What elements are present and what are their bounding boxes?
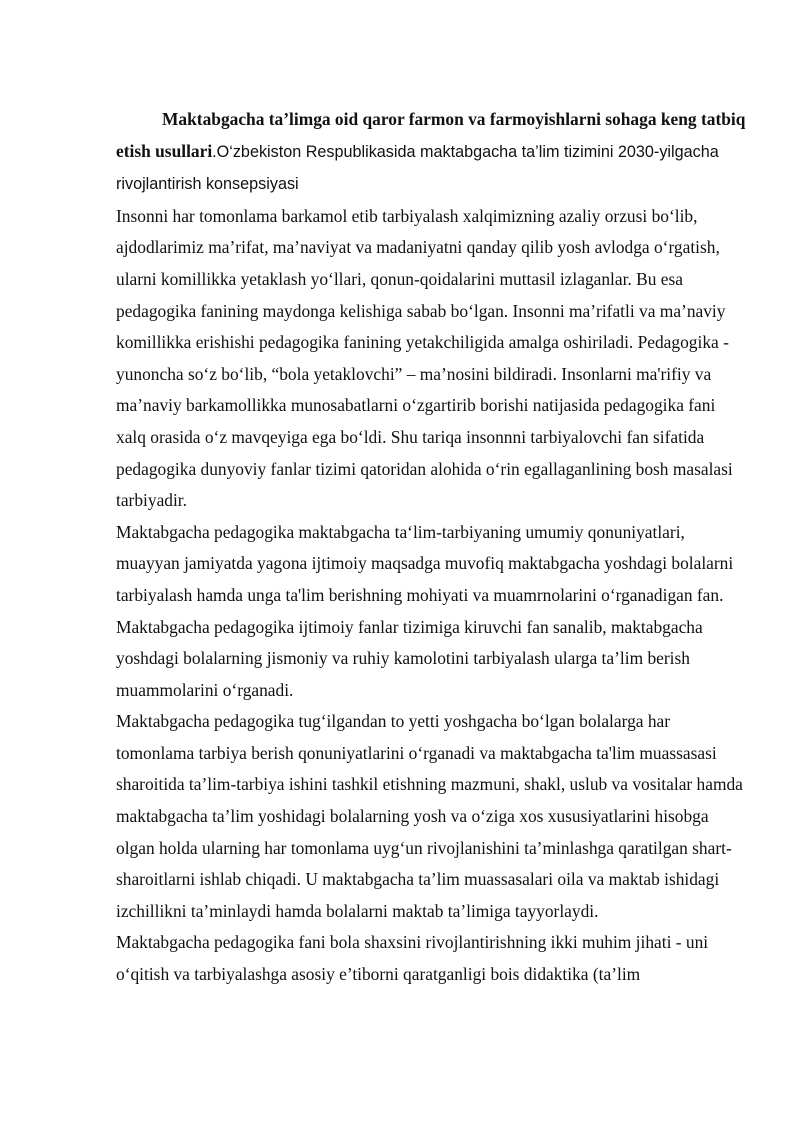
paragraph-1: Insonni har tomonlama barkamol etib tarbiyalash xalqimizning azaliy orzusi bo‘lib, ajdodlarimiz ma’rifat, ma’naviyat va madaniyatni qanday qilib yosh avlodga o‘rgatish, ularni komillikka yetaklash yo‘llari, qonun-qoidalarini muttasil izlaganlar. Bu esa pedagogika fanining maydonga kelishiga sabab bo‘lgan. Insonni ma’rifatli va ma’naviy komillikka erishishi pedagogika fanining yetakchiligida amalga oshiriladi. Pedagogika - yunoncha so‘z bo‘lib, “bola yetaklovchi” – ma’nosini bildiradi. Insonlarni ma'rifiy va ma’naviy barkamollikka munosabatlarni o‘zgartirib borishi natijasida pedagogika fani xalq orasida o‘z mavqeyiga ega bo‘ldi. Shu tariqa insonnni tarbiyalovchi fan sifatida pedagogika dunyoviy fanlar tizimi qatoridan alohida o‘rin egallaganlining bosh masalasi tarbiyadir. xyxy=(116,205,733,511)
paragraph-3: Maktabgacha pedagogika tug‘ilgandan to yetti yoshgacha bo‘lgan bolalarga har tomonlama tarbiya berish qonuniyatlarini o‘rganadi va maktabgacha ta'lim muassasasi sharoitida ta’lim-tarbiya ishini tashkil etishning mazmuni, shakl, uslub va vositalar hamda maktabgacha ta’lim yoshidagi bolalarning yosh va o‘ziga xos xususiyatlarini hisobga olgan holda ularning har tomonlama uyg‘un rivojlanishini ta’minlashga qaratilgan shart-sharoitlarni ishlab chiqadi. U maktabgacha ta’lim muassasalari oila va maktab ishidagi izchillikni ta’minlaydi hamda bolalarni maktab ta’limiga tayyorlaydi. xyxy=(116,711,743,921)
paragraph-2: Maktabgacha pedagogika maktabgacha ta‘lim-tarbiyaning umumiy qonuniyatlari, muayyan jamiyatda yagona ijtimoiy maqsadga muvofiq maktabgacha yoshdagi bolalarni tarbiyalash hamda unga ta'lim berishning mohiyati va muamrnolarini o‘rganadigan fan. Maktabgacha pedagogika ijtimoiy fanlar tizimiga kiruvchi fan sanalib, maktabgacha yoshdagi bolalarning jismoniy va ruhiy kamolotini tarbiyalash ularga ta’lim berish muammolarini o‘rganadi. xyxy=(116,521,734,700)
document-title: Maktabgacha ta’limga oid qaror farmon va farmoyishlarni sohaga keng tatbiq etish usullari xyxy=(116,109,746,161)
document-heading xyxy=(116,104,748,201)
paragraph-4: Maktabgacha pedagogika fani bola shaxsini rivojlantirishning ikki muhim jihati - uni o‘qitish va tarbiyalashga asosiy e’tiborni qaratganligi bois didaktika (ta’lim xyxy=(116,932,709,985)
document-page xyxy=(116,104,748,991)
document-title-tail: .O‘zbekiston Respublikasida maktabgacha ta’lim tizimini 2030-yilgacha rivojlantirish konsepsiyasi xyxy=(116,142,719,194)
